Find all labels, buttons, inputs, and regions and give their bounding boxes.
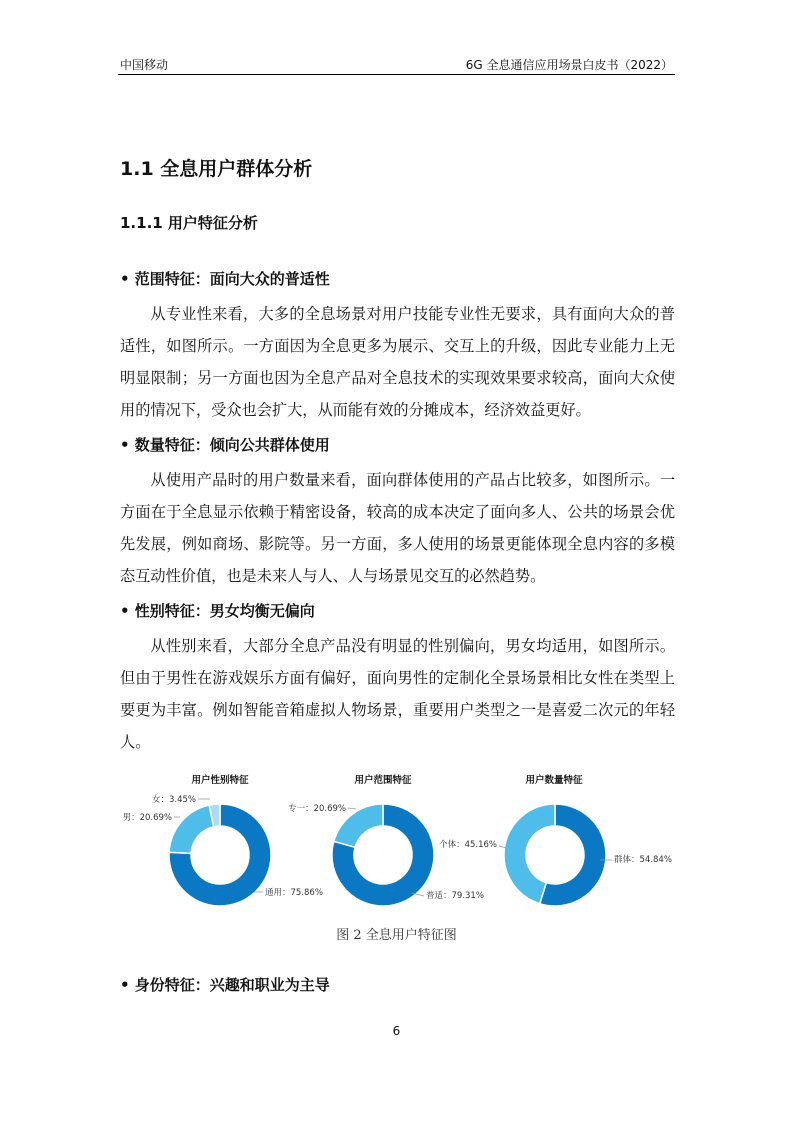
donut-charts xyxy=(0,780,793,920)
section-title: 1.1 全息用户群体分析 xyxy=(120,158,313,180)
chart-title-scope: 用户范围特征 xyxy=(354,775,412,786)
slice-label: 个体：45.16% xyxy=(439,840,497,850)
header-right: 6G 全息通信应用场景白皮书（2022） xyxy=(465,58,673,72)
feature-heading-identity: • 身份特征：兴趣和职业为主导 xyxy=(120,976,330,994)
slice-label: 男：20.69% xyxy=(122,813,172,823)
slice-label: 专一：20.69% xyxy=(288,804,346,814)
paragraph-text: 从性别来看，大部分全息产品没有明显的性别偏向，男女均适用，如图所示。但由于男性在游戏娱乐方面有偏好，面向男性的定制化全景场景相比女性在类型上要更为丰富。例如智能音箱虚拟人物场景，重要用户类型之一是喜爱二次元的年轻人。 xyxy=(120,637,675,751)
donut-slice-男 xyxy=(169,805,214,853)
header-left: 中国移动 xyxy=(120,58,169,72)
subsection-title: 1.1.1 用户特征分析 xyxy=(120,214,258,232)
leader-line xyxy=(348,808,356,809)
slice-label: 女：3.45% xyxy=(151,795,196,805)
slice-label: 群体：54.84% xyxy=(614,855,672,865)
feature-heading-scope: • 范围特征：面向大众的普适性 xyxy=(120,270,330,288)
slice-label: 普适：79.31% xyxy=(426,891,484,901)
feature-heading-gender: • 性别特征：男女均衡无偏向 xyxy=(120,602,315,620)
chart-title-gender: 用户性别特征 xyxy=(191,775,249,786)
feature-heading-quantity: • 数量特征：倾向公共群体使用 xyxy=(120,436,330,454)
chart-title-quantity: 用户数量特征 xyxy=(525,775,583,786)
header-divider xyxy=(118,74,675,75)
paragraph-text: 从专业性来看，大多的全息场景对用户技能专业性无要求，具有面向大众的普适性，如图所示。一方面因为全息更多为展示、交互上的升级，因此专业能力上无明显限制；另一方面也因为全息产品对全息技术的实现效果要求较高，面向大众使用的情况下，受众也会扩大，从而能有效的分摊成本，经济效益更好。 xyxy=(120,305,675,419)
page-number: 6 xyxy=(392,1024,401,1038)
slice-label: 通用：75.86% xyxy=(265,888,323,898)
paragraph-text: 从使用产品时的用户数量来看，面向群体使用的产品占比较多，如图所示。一方面在于全息显示依赖于精密设备，较高的成本决定了面向多人、公共的场景会优先发展，例如商场、影院等。另一方面，多人使用的场景更能体现全息内容的多模态互动性价值，也是未来人与人、人与场景见交互的必然趋势。 xyxy=(120,471,675,585)
figure-caption: 图 2 全息用户特征图 xyxy=(336,928,457,943)
feature-paragraph-gender xyxy=(120,630,675,758)
feature-paragraph-quantity xyxy=(120,464,675,592)
feature-paragraph-scope xyxy=(120,298,675,426)
